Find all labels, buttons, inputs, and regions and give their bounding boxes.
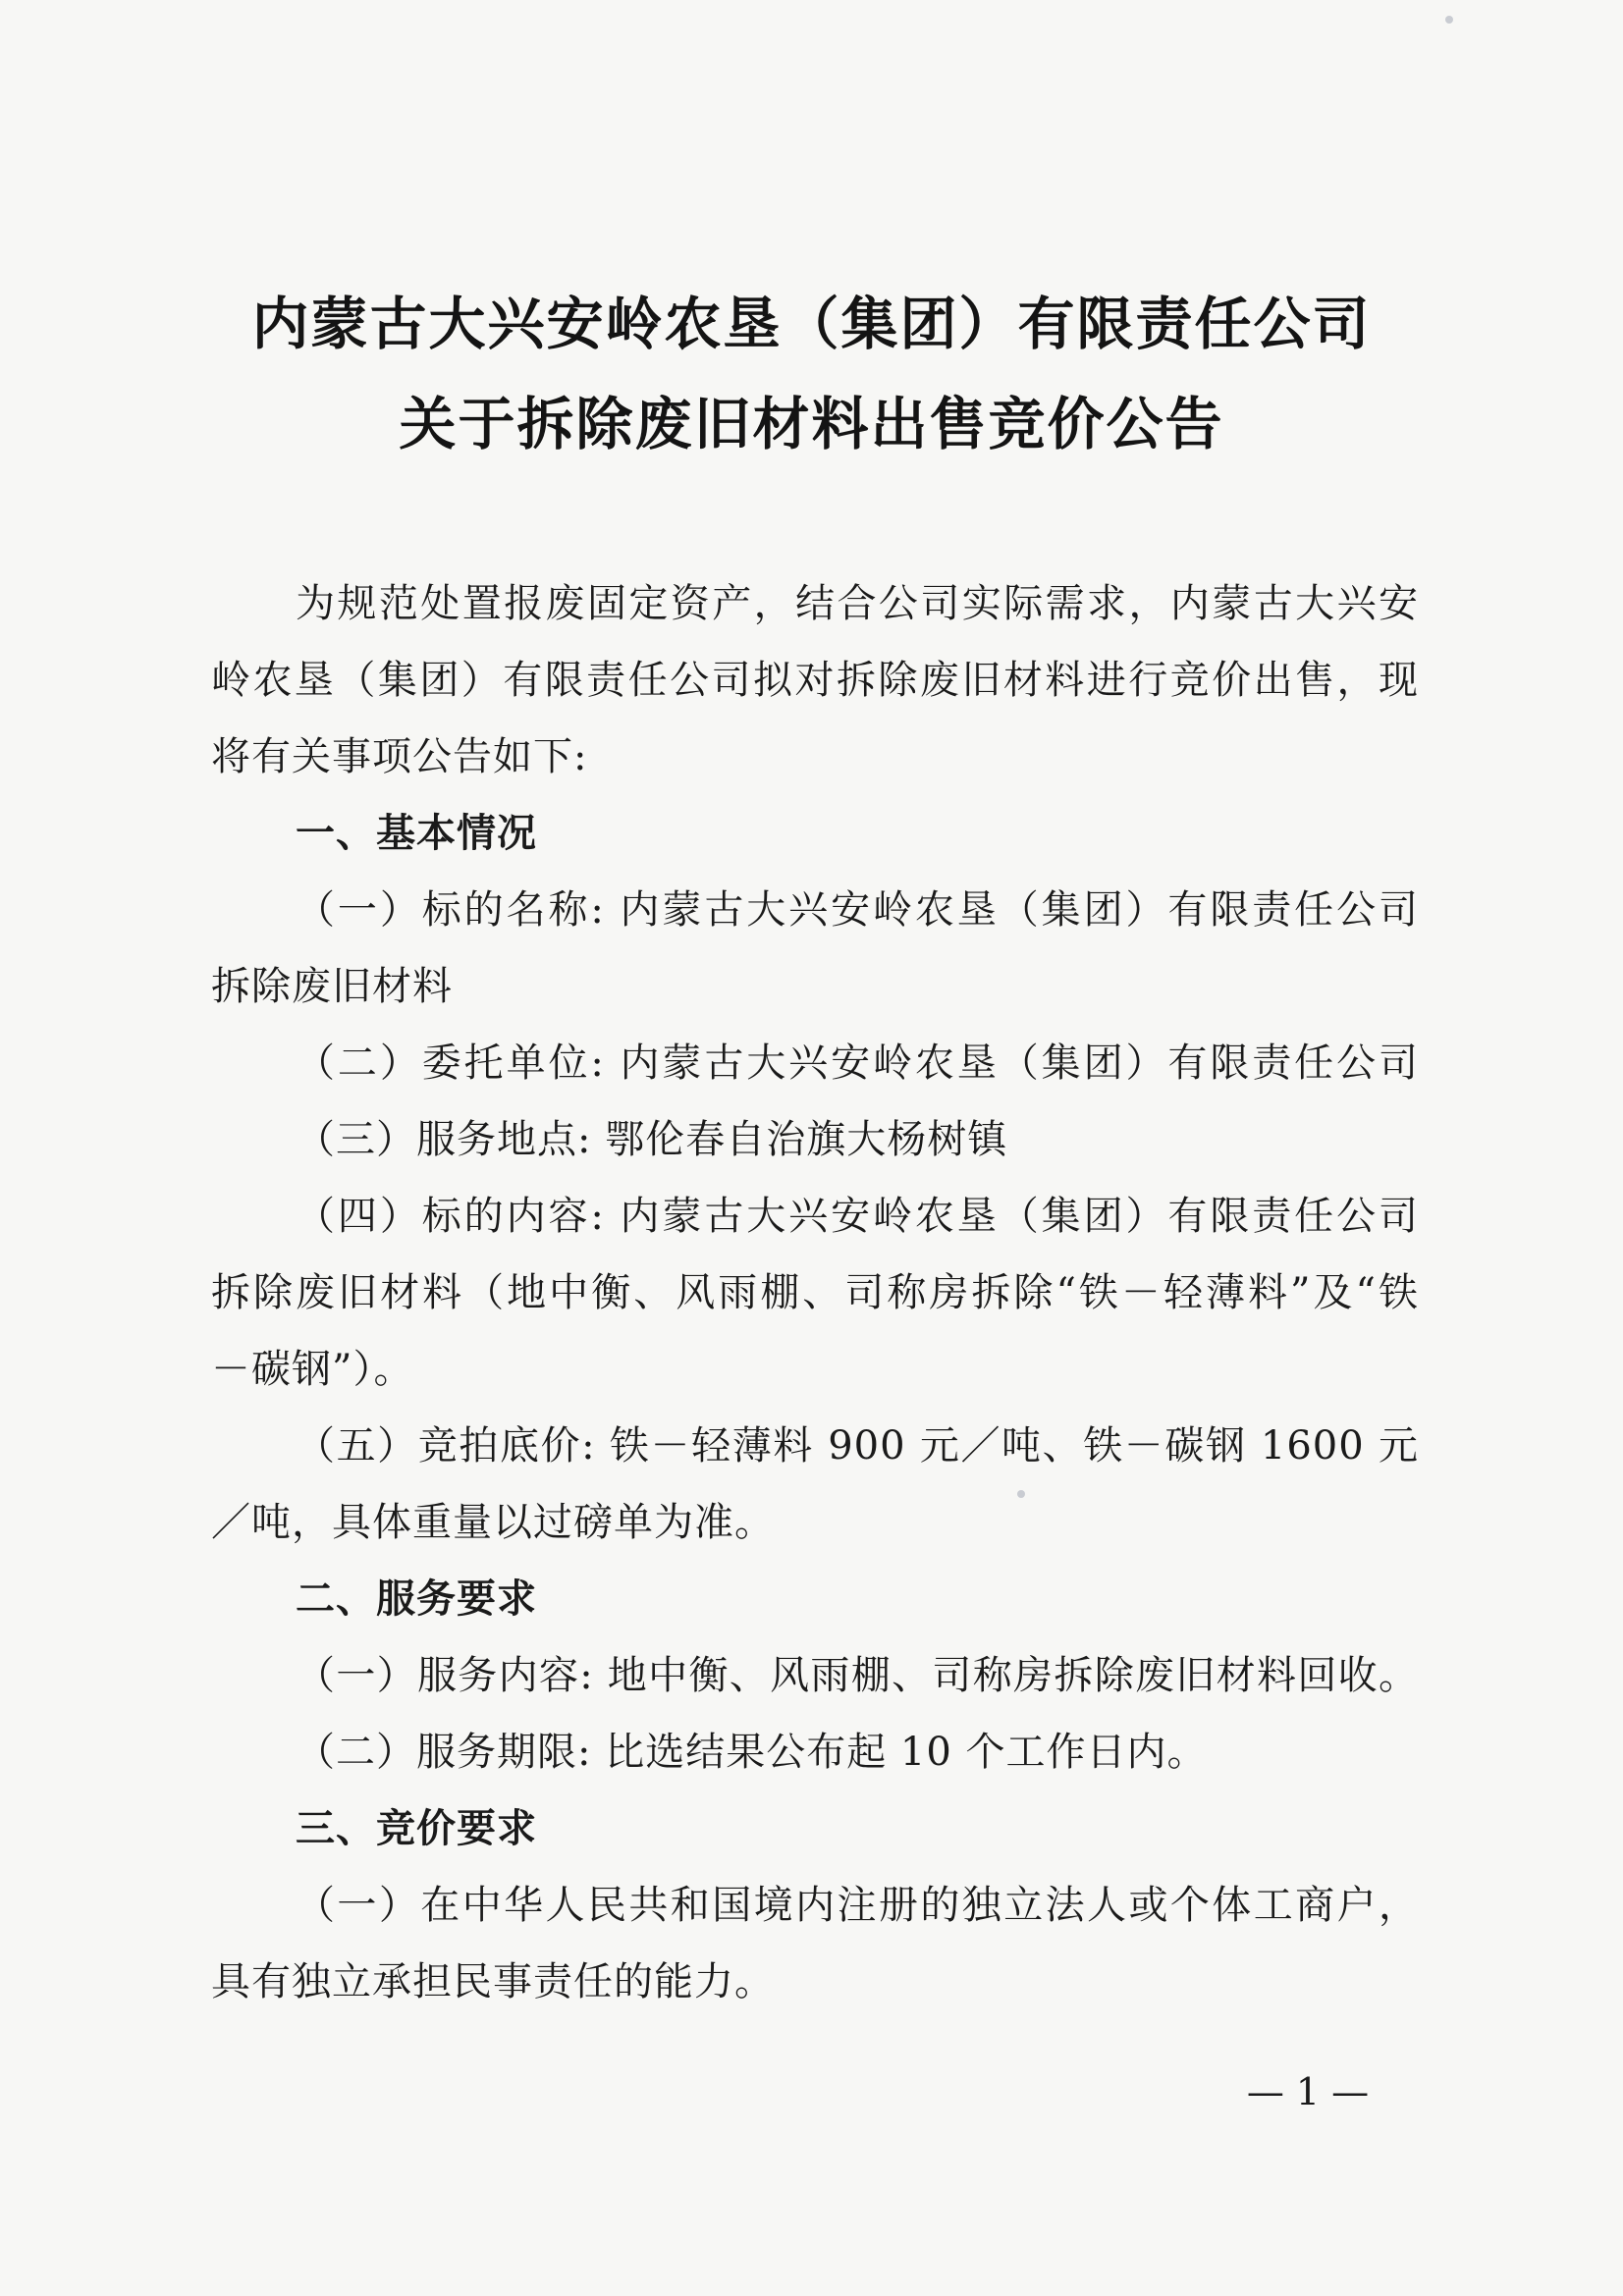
paragraph-line: ／吨，具体重量以过磅单为准。 <box>211 1500 775 1545</box>
paragraph-line: （一）在中华人民共和国境内注册的独立法人或个体工商户， <box>296 1883 1419 1928</box>
section-heading: 三、竞价要求 <box>296 1806 537 1851</box>
paragraph-line: 具有独立承担民事责任的能力。 <box>211 1959 775 2004</box>
document-title-line1: 内蒙古大兴安岭农垦（集团）有限责任公司 <box>251 291 1372 357</box>
section-heading: 二、服务要求 <box>296 1576 537 1622</box>
paragraph-line: 为规范处置报废固定资产，结合公司实际需求，内蒙古大兴安 <box>296 581 1419 626</box>
paragraph-line: 拆除废旧材料（地中衡、风雨棚、司称房拆除“铁－轻薄料”及“铁 <box>211 1270 1419 1315</box>
paragraph-line: －碳钢”）。 <box>211 1347 414 1392</box>
paragraph-line: 岭农垦（集团）有限责任公司拟对拆除废旧材料进行竞价出售，现 <box>211 658 1419 703</box>
paragraph-line: 将有关事项公告如下: <box>211 734 588 779</box>
paragraph-line: （二）委托单位: 内蒙古大兴安岭农垦（集团）有限责任公司 <box>296 1041 1419 1086</box>
paragraph-line: 拆除废旧材料 <box>211 964 453 1009</box>
paragraph-line: （五）竞拍底价: 铁－轻薄料 900 元／吨、铁－碳钢 1600 元 <box>296 1423 1419 1468</box>
scan-speck <box>1445 16 1453 24</box>
paragraph-line: （一）标的名称: 内蒙古大兴安岭农垦（集团）有限责任公司 <box>296 887 1419 933</box>
paragraph-line: （二）服务期限: 比选结果公布起 10 个工作日内。 <box>296 1730 1208 1775</box>
document-body <box>211 565 1419 2020</box>
page-number: — 1 — <box>1246 2070 1370 2113</box>
document-title-line2: 关于拆除废旧材料出售竞价公告 <box>399 391 1224 457</box>
section-heading: 一、基本情况 <box>296 811 537 856</box>
paragraph-line: （一）服务内容: 地中衡、风雨棚、司称房拆除废旧材料回收。 <box>296 1653 1419 1698</box>
paragraph-line: （四）标的内容: 内蒙古大兴安岭农垦（集团）有限责任公司 <box>296 1194 1419 1239</box>
paragraph-line: （三）服务地点: 鄂伦春自治旗大杨树镇 <box>296 1117 1008 1162</box>
